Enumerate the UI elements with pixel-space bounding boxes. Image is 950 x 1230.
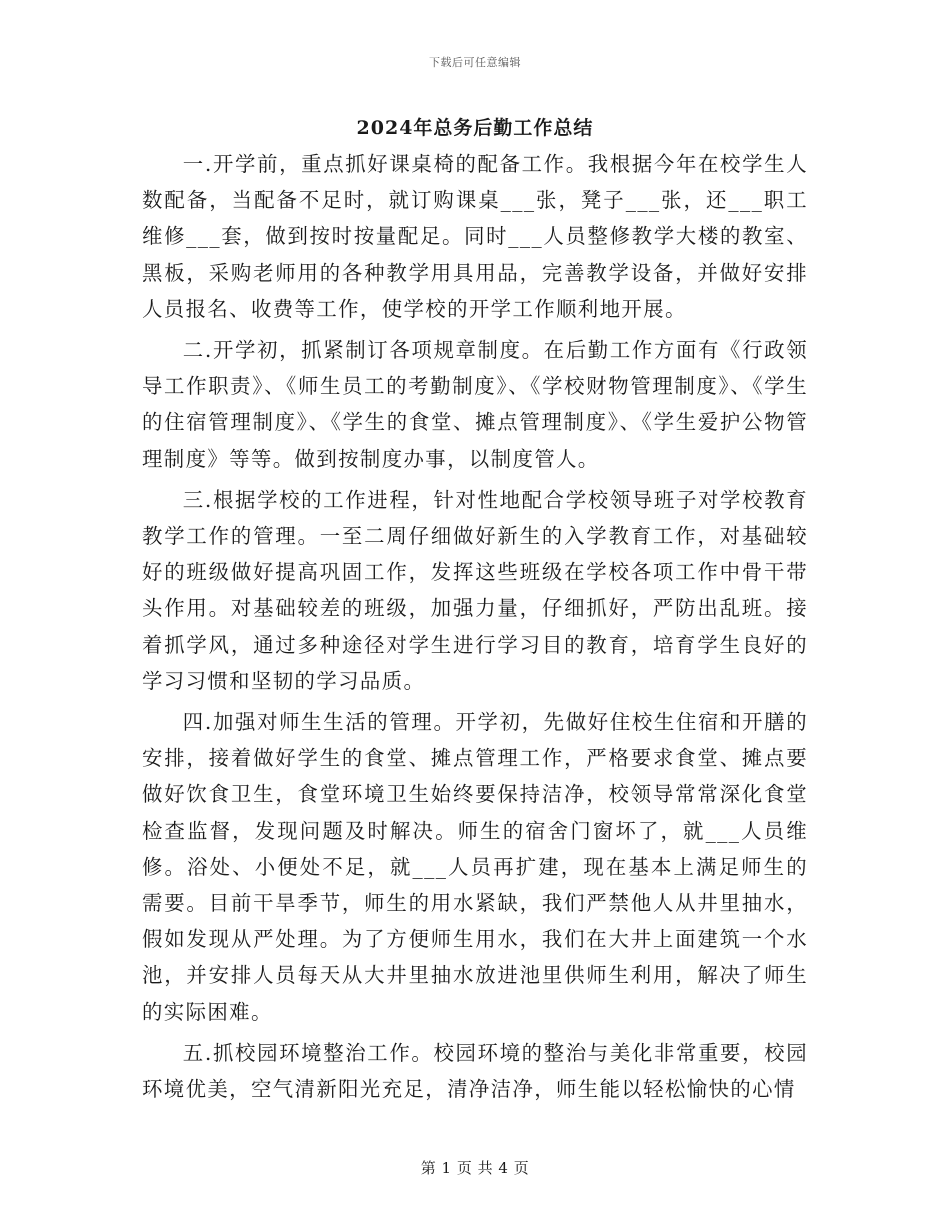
paragraph-1: 一.开学前，重点抓好课桌椅的配备工作。我根据今年在校学生人数配备，当配备不足时，就订购课桌___张，凳子___张，还___职工维修___套，做到按时按量配足。同时___人员整修教学大楼的教室、黑板，采购老师用的各种教学用具用品，完善教学设备，并做好安排人员报名、收费等工作，使学校的开学工作顺利地开展。 bbox=[142, 152, 808, 321]
document-title: 2024年总务后勤工作总结 bbox=[356, 117, 594, 139]
paragraph-2: 二.开学初，抓紧制订各项规章制度。在后勤工作方面有《行政领导工作职责》、《师生员工的考勤制度》、《学校财物管理制度》、《学生的住宿管理制度》、《学生的食堂、摊点管理制度》、《学生爱护公物管理制度》等等。做到按制度办事，以制度管人。 bbox=[142, 338, 808, 471]
paragraph-5: 五.抓校园环境整治工作。校园环境的整治与美化非常重要，校园环境优美，空气清新阳光充足，清净洁净，师生能以轻松愉快的心情 bbox=[142, 1040, 808, 1102]
document-body bbox=[142, 146, 808, 1112]
page-header-note: 下载后可任意编辑 bbox=[429, 56, 521, 69]
page-number: 第 1 页 共 4 页 bbox=[420, 1159, 530, 1177]
paragraph-4: 四.加强对师生生活的管理。开学初，先做好住校生住宿和开膳的安排，接着做好学生的食堂、摊点管理工作，严格要求食堂、摊点要做好饮食卫生，食堂环境卫生始终要保持洁净，校领导常常深化食堂检查监督，发现问题及时解决。师生的宿舍门窗坏了，就___人员维修。浴处、小便处不足，就___人员再扩建，现在基本上满足师生的需要。目前干旱季节，师生的用水紧缺，我们严禁他人从井里抽水，假如发现从严处理。为了方便师生用水，我们在大井上面建筑一个水池，并安排人员每天从大井里抽水放进池里供师生利用，解决了师生的实际困难。 bbox=[142, 710, 808, 1024]
paragraph-3: 三.根据学校的工作进程，针对性地配合学校领导班子对学校教育教学工作的管理。一至二周仔细做好新生的入学教育工作，对基础较好的班级做好提高巩固工作，发挥这些班级在学校各项工作中骨干带头作用。对基础较差的班级，加强力量，仔细抓好，严防出乱班。接着抓学风，通过多种途径对学生进行学习目的教育，培育学生良好的学习习惯和坚韧的学习品质。 bbox=[142, 487, 808, 693]
